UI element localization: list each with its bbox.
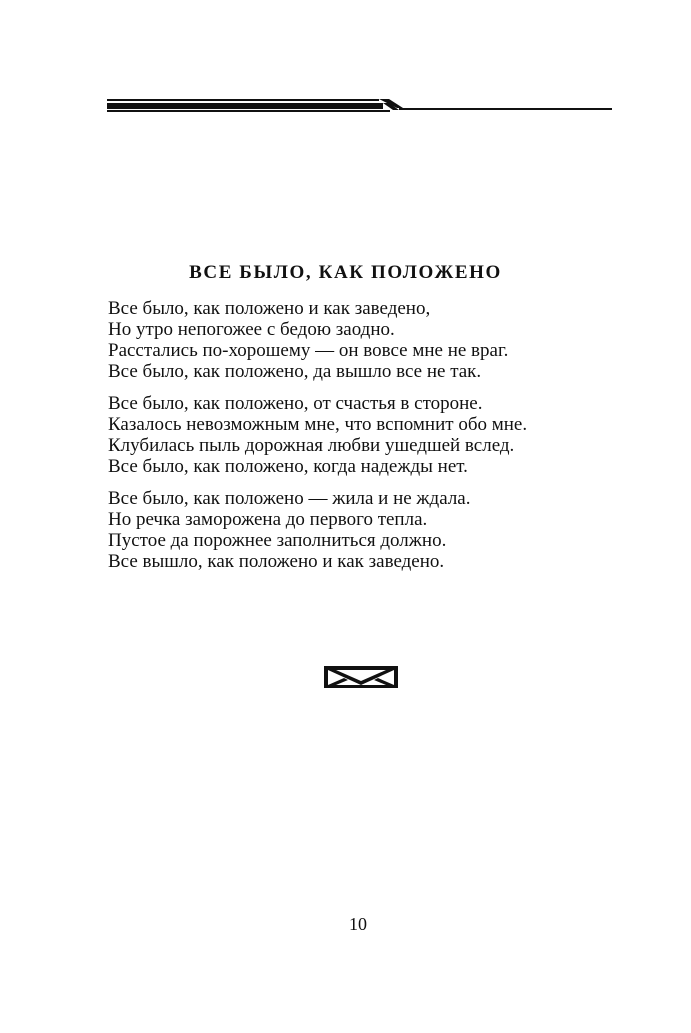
- poem-line: Но утро непогожее с бедою заодно.: [108, 319, 395, 340]
- poem-line: Клубилась пыль дорожная любви ушедшей вслед.: [108, 435, 515, 456]
- poem-title: ВСЕ БЫЛО, КАК ПОЛОЖЕНО: [189, 262, 502, 283]
- poem-line: Все было, как положено, от счастья в стороне.: [108, 393, 483, 414]
- poem-line: Все было, как положено — жила и не ждала.: [108, 488, 471, 509]
- poem-body: [108, 298, 588, 583]
- stanza: [108, 488, 588, 572]
- envelope-ornament-icon: [324, 666, 398, 690]
- stanza: [108, 298, 588, 382]
- poem-line: Все было, как положено и как заведено,: [108, 298, 431, 319]
- poem-line: Но речка заморожена до первого тепла.: [108, 509, 428, 530]
- poem-line: Все было, как положено, когда надежды нет.: [108, 456, 468, 477]
- poem-line: Расстались по-хорошему — он вовсе мне не враг.: [108, 340, 509, 361]
- page-number: 10: [349, 914, 367, 934]
- poem-line: Все вышло, как положено и как заведено.: [108, 551, 445, 572]
- poem-line: Все было, как положено, да вышло все не так.: [108, 361, 482, 382]
- poem-line: Пустое да порожнее заполниться должно.: [108, 530, 447, 551]
- poem-line: Казалось невозможным мне, что вспомнит обо мне.: [108, 414, 528, 435]
- stanza: [108, 393, 588, 477]
- header-rule-ornament: [107, 97, 612, 115]
